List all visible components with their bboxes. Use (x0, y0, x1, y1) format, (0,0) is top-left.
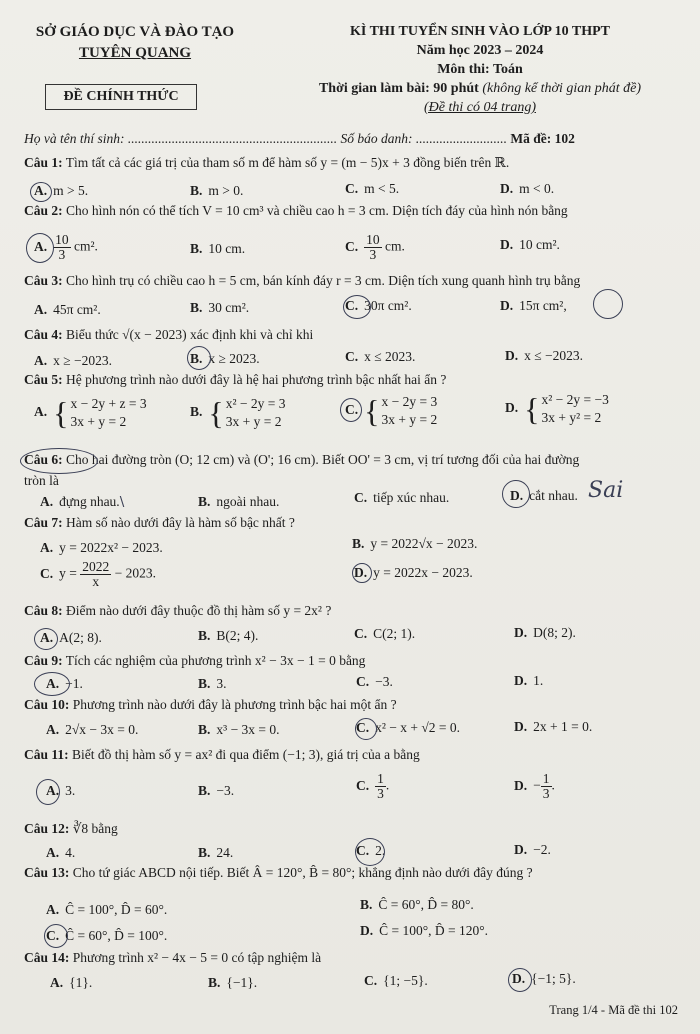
q3-option-a: A. 45π cm². (34, 302, 101, 317)
q6-option-a: A. đựng nhau. \ (40, 494, 125, 510)
question-14: Câu 14: Phương trình x² − 4x − 5 = 0 có tập nghiệm là (24, 950, 322, 965)
exam-year: Năm học 2023 – 2024 (416, 43, 544, 58)
q13-option-c: C. Ĉ = 60°, D̂ = 100°. (46, 928, 168, 943)
official-label: ĐỀ CHÍNH THỨC (45, 84, 197, 110)
q4-option-c: C. x ≤ 2023. (345, 349, 416, 364)
q7-option-b: B. y = 2022√x − 2023. (352, 536, 478, 551)
q12-option-b: B. 24. (198, 845, 234, 860)
q3-option-c: C. 30π cm². (345, 298, 412, 313)
q14-option-b: B. {−1}. (208, 975, 258, 990)
q13-option-a: A. Ĉ = 100°, D̂ = 60°. (46, 902, 168, 917)
q14-option-d: D. {−1; 5}. (512, 971, 576, 986)
q2-option-d: D. 10 cm². (500, 237, 560, 252)
answer-circle (26, 233, 54, 263)
q10-option-a: A. 2√x − 3x = 0. (46, 722, 139, 737)
q1-option-a: A. m > 5. (34, 183, 89, 198)
q5-option-b: B. { x² − 2y = 3 3x + y = 2 (190, 395, 286, 431)
answer-circle (355, 838, 385, 866)
q3-option-d: D. 15π cm², (500, 298, 567, 313)
answer-circle (508, 968, 532, 992)
exam-time: Thời gian làm bài: 90 phút (318, 81, 479, 96)
q8-option-a: A. A(2; 8). (40, 630, 102, 645)
q9-option-d: D. 1. (514, 673, 544, 688)
dept-line1: SỞ GIÁO DỤC VÀ ĐÀO TẠO (35, 24, 235, 40)
answer-circle (352, 563, 372, 583)
q12-option-a: A. 4. (46, 845, 76, 860)
q5-option-d: D. { x² − 2y = −3 3x + y² = 2 (505, 391, 609, 427)
q13-option-d: D. Ĉ = 100°, D̂ = 120°. (360, 923, 489, 938)
exam-title: KÌ THI TUYỂN SINH VÀO LỚP 10 THPT (350, 24, 610, 39)
q4-option-d: D. x ≤ −2023. (505, 348, 584, 363)
q11-option-c: C. $\frac{1}{3}$ . (356, 771, 390, 801)
q11-option-d: D. − $\frac{1}{3}$ . (514, 771, 555, 801)
q11-option-a: A. 3. (46, 783, 76, 798)
exam-subject: Môn thi: Toán (437, 62, 523, 77)
pages-note: (Đề thi có 04 trang) (424, 100, 536, 115)
answer-circle (343, 295, 371, 319)
department-header (20, 22, 250, 64)
q8-option-d: D. D(8; 2). (514, 625, 576, 640)
answer-circle (36, 779, 60, 805)
exam-time-note: (không kể thời gian phát đề) (482, 81, 642, 96)
q2-option-b: B. 10 cm. (190, 241, 246, 256)
question-12: Câu 12: ∛8 bằng (24, 821, 118, 836)
q9-option-c: C. −3. (356, 674, 393, 689)
q7-option-d: D. y = 2022x − 2023. (354, 565, 473, 580)
q14-option-a: A. {1}. (50, 975, 93, 990)
q12-option-c: C. 2. (356, 843, 386, 858)
q7-option-a: A. y = 2022x² − 2023. (40, 540, 163, 555)
q9-option-a: A. −1. (46, 676, 83, 691)
q1-option-d: D. m < 0. (500, 181, 555, 196)
sbd-label: Số báo danh: (340, 131, 413, 146)
handwritten-note: Sai (588, 478, 624, 503)
q14-option-c: C. {1; −5}. (364, 973, 428, 988)
q2-option-a: A. $\frac{10}{3}$ cm². (34, 232, 98, 262)
scribble-circle (593, 289, 623, 319)
exam-header (280, 22, 680, 117)
q6-option-d: D. cắt nhau. (510, 488, 578, 503)
q10-option-b: B. x³ − 3x = 0. (198, 722, 280, 737)
question-10: Câu 10: Phương trình nào dưới đây là phương trình bậc hai một ẩn ? (24, 697, 397, 712)
q2-option-c: C. $\frac{10}{3}$ cm. (345, 232, 405, 262)
candidate-info-line (24, 131, 684, 147)
q13-option-b: B. Ĉ = 60°, D̂ = 80°. (360, 897, 474, 912)
name-label: Họ và tên thí sinh: (24, 131, 125, 146)
q3-option-b: B. 30 cm². (190, 300, 250, 315)
answer-circle (34, 672, 70, 696)
name-dots: .............................................................. (127, 131, 338, 146)
answer-circle (44, 924, 68, 948)
q1-option-c: C. m < 5. (345, 181, 400, 196)
answer-circle (187, 346, 211, 370)
q12-option-d: D. −2. (514, 842, 551, 857)
question-3: Câu 3: Cho hình trụ có chiều cao h = 5 cm, bán kính đáy r = 3 cm. Diện tích xung quanh hình trụ bằng (24, 273, 581, 288)
q11-option-b: B. −3. (198, 783, 235, 798)
answer-circle (30, 182, 52, 202)
dept-line2: TUYÊN QUANG (78, 45, 192, 61)
question-9: Câu 9: Tích các nghiệm của phương trình x² − 3x − 1 = 0 bằng (24, 653, 366, 668)
answer-circle (34, 628, 58, 650)
question-13: Câu 13: Cho tứ giác ABCD nội tiếp. Biết Â = 120°, B̂ = 80°; khẳng định nào dưới đây đúng ? (24, 865, 533, 880)
answer-circle (355, 718, 377, 740)
q8-option-c: C. C(2; 1). (354, 626, 416, 641)
question-1: Câu 1: Tìm tất cả các giá trị của tham số m để hàm số y = (m − 5)x + 3 đồng biến trên ℝ. (24, 155, 510, 170)
exam-code: Mã đề: 102 (510, 131, 575, 146)
q10-option-d: D. 2x + 1 = 0. (514, 719, 593, 734)
q6-option-b: B. ngoài nhau. (198, 494, 280, 509)
question-5: Câu 5: Hệ phương trình nào dưới đây là hệ hai phương trình bậc nhất hai ẩn ? (24, 372, 447, 387)
q1-option-b: B. m > 0. (190, 183, 244, 198)
q5-option-a: A. { x − 2y + z = 3 3x + y = 2 (34, 395, 147, 431)
question-2: Câu 2: Cho hình nón có thể tích V = 10 cm³ và chiều cao h = 3 cm. Diện tích đáy của hình nón bằng (24, 203, 568, 218)
answer-circle (502, 480, 530, 508)
question-7: Câu 7: Hàm số nào dưới đây là hàm số bậc nhất ? (24, 515, 295, 530)
question-11: Câu 11: Biết đồ thị hàm số y = ax² đi qua điểm (−1; 3), giá trị của a bằng (24, 747, 420, 762)
q9-option-b: B. 3. (198, 676, 227, 691)
q8-option-b: B. B(2; 4). (198, 628, 259, 643)
question-6: Câu 6: Cho hai đường tròn (O; 12 cm) và (O'; 16 cm). Biết OO' = 3 cm, vị trí tương đối của hai đường (24, 452, 580, 467)
answer-circle (340, 398, 362, 422)
question-8: Câu 8: Điểm nào dưới đây thuộc đồ thị hàm số y = 2x² ? (24, 603, 332, 618)
q4-option-b: B. x ≥ 2023. (190, 351, 260, 366)
q6-option-c: C. tiếp xúc nhau. (354, 490, 450, 505)
q10-option-c: C. x² − x + √2 = 0. (356, 720, 461, 735)
q4-option-a: A. x ≥ −2023. (34, 353, 113, 368)
question-4: Câu 4: Biểu thức √(x − 2023) xác định khi và chỉ khi (24, 327, 314, 342)
question-6-cont: tròn là (24, 473, 59, 488)
question-circle (20, 448, 98, 474)
page-footer: Trang 1/4 - Mã đề thi 102 (549, 1003, 678, 1017)
q7-option-c: C. y = $\frac{2022}{x}$ − 2023. (40, 559, 156, 589)
sbd-dots: ........................... (415, 131, 507, 146)
q5-option-c: C. { x − 2y = 3 3x + y = 2 (345, 393, 438, 429)
